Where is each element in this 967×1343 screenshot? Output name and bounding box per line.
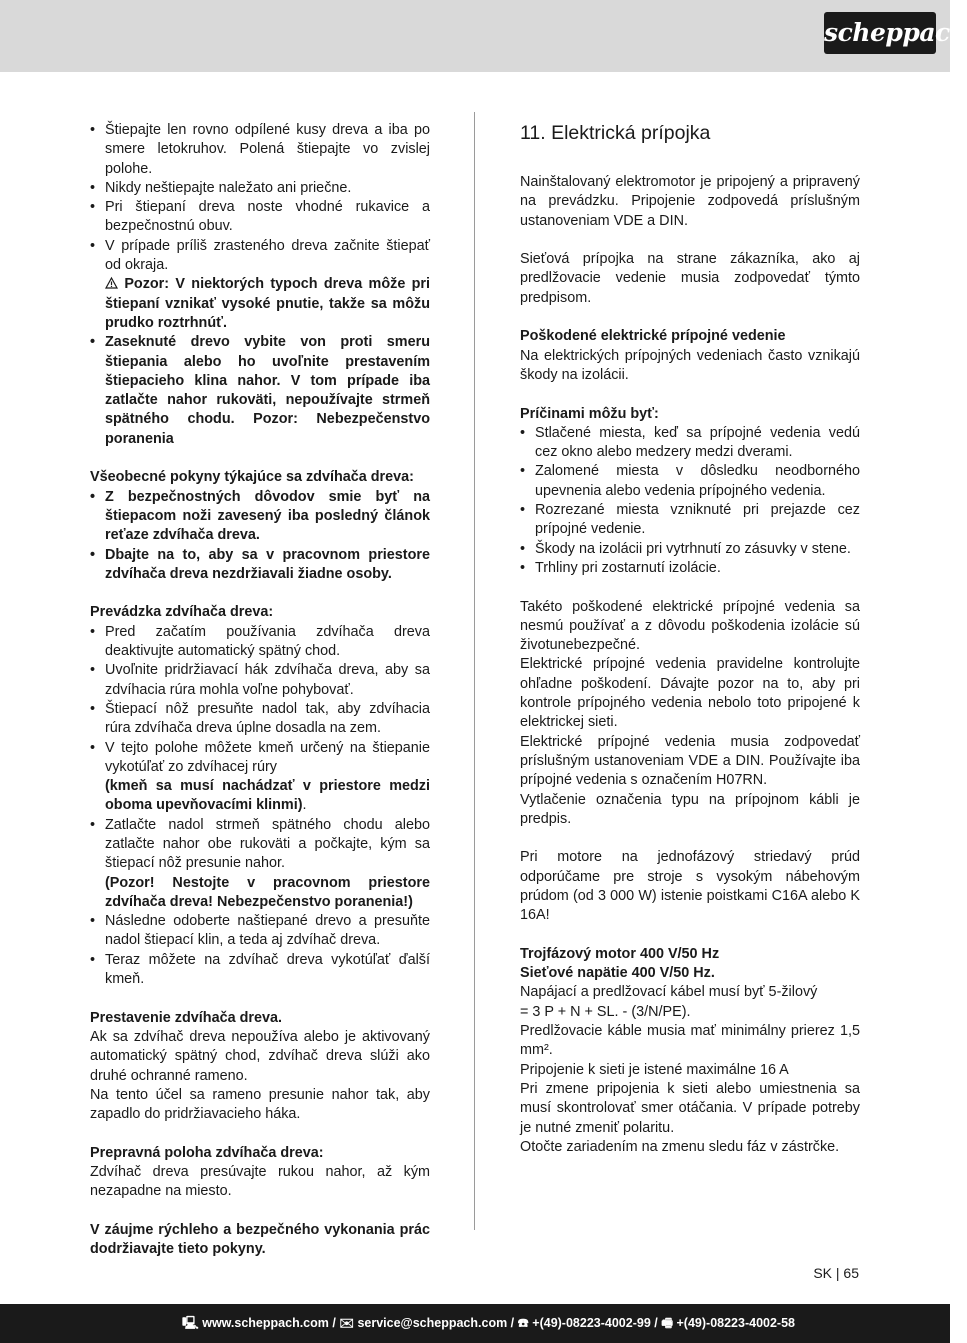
intro-list bbox=[90, 121, 430, 449]
operation-list bbox=[90, 623, 430, 990]
paragraph: = 3 P + N + SL. - (3/N/PE). bbox=[520, 1003, 691, 1020]
warning-note: Pozor: V niektorých typoch dreva môže pri štiepaní vznikať vysoké pnutie, takže sa môžu prudko roztrhnúť. bbox=[105, 276, 431, 331]
paragraph: Zdvíhač dreva presúvajte rukou nahor, až kým nezapadne na miesto. bbox=[90, 1164, 430, 1200]
section-heading: Prestavenie zdvíhača dreva. bbox=[90, 1009, 282, 1026]
list-item: • Dbajte na to, aby sa v pracovnom priestore zdvíhača dreva nezdržiavali žiadne osoby. bbox=[90, 546, 430, 582]
paragraph: Napájací a predlžovací kábel musí byť 5-žilový bbox=[520, 984, 818, 1001]
footer-fax: +(49)-08223-4002-58 bbox=[676, 1316, 795, 1330]
page-footer bbox=[0, 1304, 950, 1343]
fax-icon: 🖷 bbox=[661, 1316, 674, 1330]
right-column bbox=[520, 121, 860, 1157]
paragraph: Na elektrických prípojných vedeniach často vznikajú škody na izolácii. bbox=[520, 347, 860, 383]
list-item: • Štiepací nôž presuňte nadol tak, aby zdvíhacia rúra zdvíhača dreva úplne dosadla na zem. bbox=[90, 700, 430, 737]
list-item: • Uvoľnite pridržiavací hák zdvíhača dreva, aby sa zdvíhacia rúra mohla voľne pohybovať. bbox=[90, 662, 430, 698]
paragraph: Predlžovacie káble musia mať minimálny prierez 1,5 mm². bbox=[520, 1023, 860, 1059]
list-item: • Zalomené miesta v dôsledku neodborného upevnenia alebo vedenia prípojného vedenia. bbox=[520, 463, 860, 499]
list-item: • Zaseknuté drevo vybite von proti smeru štiepania alebo ho uvoľnite prestavením štiepacieho klina nahor. V tom prípade iba zatlačte nahor rukoväti, nepoužívajte strmeň spätného chodu. Pozor: Nebezpečenstvo poranenia bbox=[90, 334, 430, 447]
paragraph: Takéto poškodené elektrické prípojné vedenia sa nesmú používať a z dôvodu poškodenia izolácie sú životunebezpečné. bbox=[520, 598, 860, 654]
list-item: • Štiepajte len rovno odpílené kusy dreva a iba po smere letokruhov. Polená štiepajte vo zvislej polohe. bbox=[90, 122, 430, 177]
section-heading: Poškodené elektrické prípojné vedenie bbox=[520, 328, 786, 345]
list-item: • Teraz môžete na zdvíhač dreva vykotúľať ďalší kmeň. bbox=[90, 951, 430, 988]
section-heading: Prevádzka zdvíhača dreva: bbox=[90, 604, 274, 621]
list-item: • Nikdy neštiepajte naležato ani priečne. bbox=[90, 179, 352, 196]
closing-note: V záujme rýchleho a bezpečného vykonania prác dodržiavajte tieto pokyny. bbox=[90, 1221, 430, 1258]
section-heading: Príčinami môžu byť: bbox=[520, 405, 659, 422]
list-item: • Pred začatím používania zdvíhača dreva deaktivujte automatický spätný chod. bbox=[90, 623, 430, 660]
list-item: • Z bezpečnostných dôvodov smie byť na štiepacom noži zavesený iba posledný článok reťaze zdvíhača dreva. bbox=[90, 488, 430, 544]
list-item: • Trhliny pri zostarnutí izolácie. bbox=[520, 559, 721, 576]
section-heading: Sieťové napätie 400 V/50 Hz. bbox=[520, 965, 715, 982]
list-item: • Škody na izolácii pri vytrhnutí zo zásuvky v stene. bbox=[520, 540, 851, 557]
paragraph: Pri motore na jednofázový striedavý prúd odporúčame pre stroje s vysokým nábehovým prúdom (od 3 000 W) istenie poistkami C16A alebo K 16A! bbox=[520, 849, 860, 924]
footer-phone: +(49)-08223-4002-99 / bbox=[532, 1316, 658, 1330]
section-title: 11. Elektrická prípojka bbox=[520, 122, 711, 144]
page-header bbox=[0, 0, 967, 72]
scheppach-logo: scheppach bbox=[824, 12, 936, 54]
paragraph: Nainštalovaný elektromotor je pripojený a pripravený na prevádzku. Pripojenie zodpovedá príslušným ustanoveniam VDE a DIN. bbox=[520, 174, 860, 229]
paragraph: Sieťová prípojka na strane zákazníka, ako aj predlžovacie vedenie musia zodpovedať týmto predpisom. bbox=[520, 251, 860, 306]
section-heading: Všeobecné pokyny týkajúce sa zdvíhača dreva: bbox=[90, 469, 414, 486]
list-item: • Rozrezané miesta vzniknuté pri prejazde cez prípojné vedenie. bbox=[520, 502, 860, 538]
paragraph: Pripojenie k sieti je istené maximálne 16 A bbox=[520, 1061, 789, 1078]
paragraph: Elektrické prípojné vedenia musia zodpovedať príslušným ustanoveniam VDE a DIN. Používajte iba prípojné vedenia s označením H07RN. bbox=[520, 733, 860, 789]
computer-icon: 🖳 bbox=[182, 1316, 199, 1330]
footer-website[interactable]: www.scheppach.com / bbox=[202, 1316, 336, 1330]
page-number: SK | 65 bbox=[813, 1265, 859, 1281]
column-divider bbox=[474, 112, 475, 1230]
section-heading: Trojfázový motor 400 V/50 Hz bbox=[520, 945, 720, 962]
left-column bbox=[90, 121, 430, 1260]
warning-icon bbox=[105, 276, 124, 292]
list-item: • V tejto polohe môžete kmeň určený na štiepanie vykotúľať zo zdvíhacej rúry (kmeň sa musí nachádzať v priestore medzi oboma upevňovacími klinmi). bbox=[90, 739, 430, 814]
list-item: • Pri štiepaní dreva noste vhodné rukavice a bezpečnostnú obuv. bbox=[90, 199, 430, 235]
paragraph: Vytlačenie označenia typu na prípojnom kábli je predpis. bbox=[520, 791, 860, 827]
phone-icon: ☎ bbox=[517, 1316, 529, 1330]
paragraph: Na tento účel sa rameno presunie nahor tak, aby zapadlo do pridržiavacieho háka. bbox=[90, 1086, 430, 1123]
list-item: • Stlačené miesta, keď sa prípojné vedenia vedú cez okno alebo medzery medzi dverami. bbox=[520, 424, 860, 461]
paragraph: Pri zmene pripojenia k sieti alebo umiestnenia sa musí skontrolovať smer otáčania. V prípade potreby je nutné zmeniť polaritu. bbox=[520, 1080, 860, 1136]
list-item: • Následne odoberte naštiepané drevo a presuňte nadol štiepací klin, a teda aj zdvíhač dreva. bbox=[90, 913, 430, 949]
list-item: • Zatlačte nadol strmeň spätného chodu alebo zatlačte nahor obe rukoväti a počkajte, kým sa štiepací nôž presunie nahor. (Pozor! Nestojte v pracovnom priestore zdvíhača dreva! Nebezpečenstvo poranenia!) bbox=[90, 816, 430, 910]
list-item: • V prípade príliš zrasteného dreva začnite štiepať od okraja. bbox=[90, 237, 430, 274]
general-list bbox=[90, 488, 430, 584]
footer-email[interactable]: service@scheppach.com / bbox=[357, 1316, 515, 1330]
paragraph: Ak sa zdvíhač dreva nepoužíva alebo je aktivovaný automatický spätný chod, zdvíhač dreva slúži ako druhé ochranné rameno. bbox=[90, 1028, 430, 1084]
paragraph: Elektrické prípojné vedenia pravidelne kontrolujte ohľadne poškodení. Dávajte pozor na to, aby pri kontrole prípojného vedenia nebolo toto pripojené k elektrickej sieti. bbox=[520, 656, 860, 731]
section-heading: Prepravná poloha zdvíhača dreva: bbox=[90, 1144, 324, 1161]
paragraph: Otočte zariadením na zmenu sledu fáz v zástrčke. bbox=[520, 1138, 840, 1155]
causes-list bbox=[520, 424, 860, 578]
mail-icon: ✉ bbox=[339, 1316, 354, 1330]
